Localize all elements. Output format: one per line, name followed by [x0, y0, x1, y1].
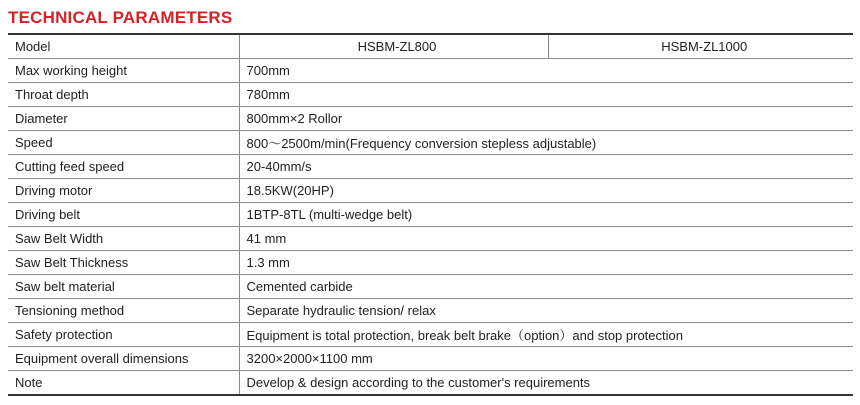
row-value: 18.5KW(20HP): [239, 179, 853, 203]
row-value: 800mm×2 Rollor: [239, 107, 853, 131]
row-label: Throat depth: [8, 83, 239, 107]
row-label: Driving motor: [8, 179, 239, 203]
row-label: Diameter: [8, 107, 239, 131]
table-row: [8, 299, 853, 323]
row-label: Max working height: [8, 59, 239, 83]
section-title: TECHNICAL PARAMETERS: [8, 8, 233, 27]
row-value: Develop & design according to the customer's requirements: [239, 371, 853, 396]
row-value: Separate hydraulic tension/ relax: [239, 299, 853, 323]
model-label: Model: [8, 34, 239, 59]
table-row: [8, 323, 853, 347]
row-value: 41 mm: [239, 227, 853, 251]
table-row: [8, 59, 853, 83]
table-row: [8, 83, 853, 107]
row-value: 20-40mm/s: [239, 155, 853, 179]
row-label: Saw Belt Width: [8, 227, 239, 251]
row-label: Cutting feed speed: [8, 155, 239, 179]
row-label: Tensioning method: [8, 299, 239, 323]
row-label: Saw belt material: [8, 275, 239, 299]
table-header-row: [8, 34, 853, 59]
table-row: [8, 155, 853, 179]
row-label: Speed: [8, 131, 239, 155]
row-label: Note: [8, 371, 239, 396]
row-value: 780mm: [239, 83, 853, 107]
row-label: Saw Belt Thickness: [8, 251, 239, 275]
table-row: [8, 251, 853, 275]
row-value: 3200×2000×1100 mm: [239, 347, 853, 371]
table-row: [8, 179, 853, 203]
row-value: 1.3 mm: [239, 251, 853, 275]
row-label: Safety protection: [8, 323, 239, 347]
row-value: 1BTP-8TL (multi-wedge belt): [239, 203, 853, 227]
row-value: Equipment is total protection, break belt brake（option）and stop protection: [239, 323, 853, 347]
row-value: 800～2500m/min(Frequency conversion stepless adjustable): [239, 131, 853, 155]
table-row: [8, 107, 853, 131]
table-row: [8, 203, 853, 227]
model-name-zl1000: HSBM-ZL1000: [548, 34, 853, 59]
table-row: [8, 275, 853, 299]
row-label: Driving belt: [8, 203, 239, 227]
row-label: Equipment overall dimensions: [8, 347, 239, 371]
table-row: [8, 347, 853, 371]
technical-parameters-table: [8, 33, 853, 396]
row-value: 700mm: [239, 59, 853, 83]
table-row: [8, 227, 853, 251]
model-name-zl800: HSBM-ZL800: [239, 34, 548, 59]
table-row: [8, 131, 853, 155]
row-value: Cemented carbide: [239, 275, 853, 299]
table-row: [8, 371, 853, 396]
